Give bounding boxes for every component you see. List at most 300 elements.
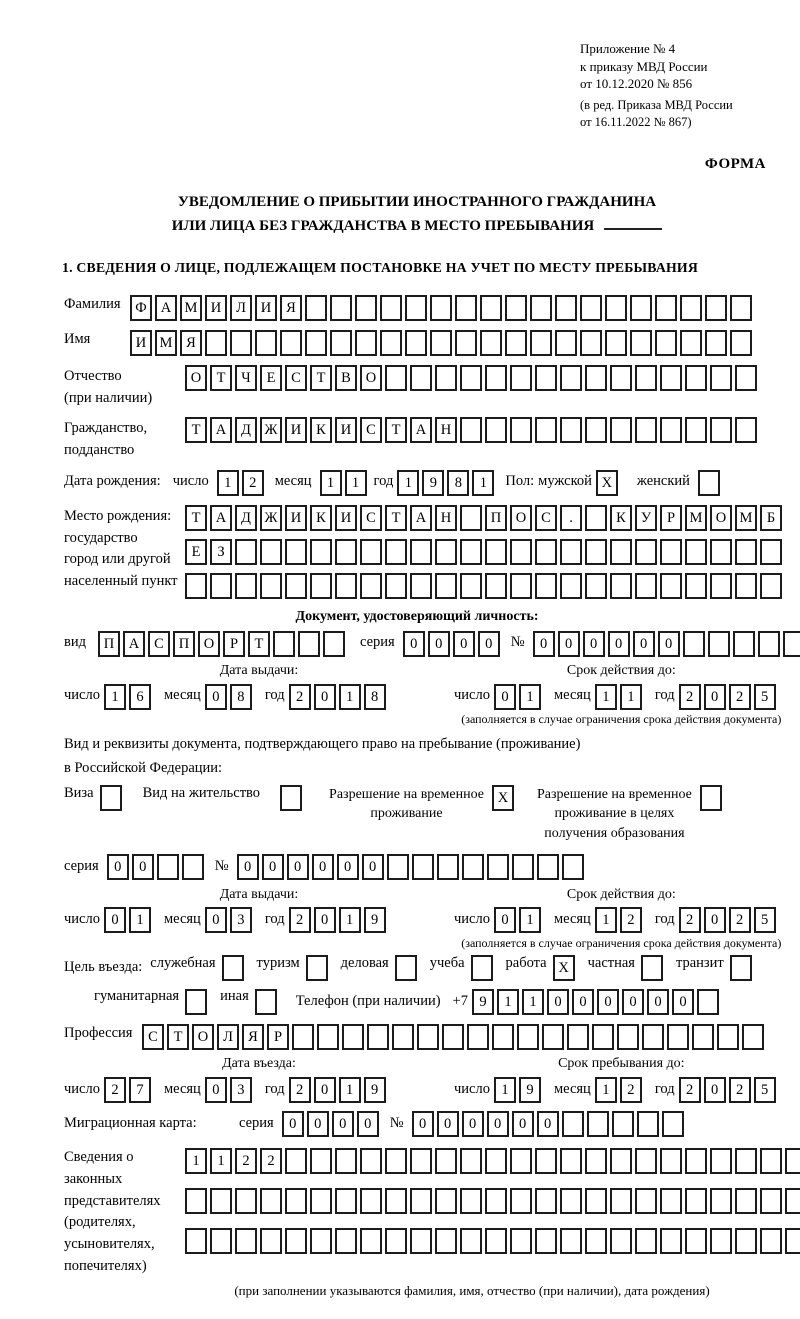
- char-cell[interactable]: [335, 1188, 357, 1214]
- char-cell[interactable]: [437, 854, 459, 880]
- char-cell[interactable]: 3: [230, 907, 252, 933]
- char-cell[interactable]: 2: [620, 907, 642, 933]
- char-cell[interactable]: Т: [248, 631, 270, 657]
- char-cell[interactable]: 8: [230, 684, 252, 710]
- char-cell[interactable]: [255, 989, 277, 1015]
- char-cell[interactable]: [660, 417, 682, 443]
- char-cell[interactable]: Т: [210, 365, 232, 391]
- char-cell[interactable]: [485, 1148, 507, 1174]
- char-cell[interactable]: 2: [289, 684, 311, 710]
- char-cell[interactable]: [535, 539, 557, 565]
- char-cell[interactable]: [610, 573, 632, 599]
- char-cell[interactable]: [535, 1188, 557, 1214]
- char-cell[interactable]: О: [192, 1024, 214, 1050]
- char-cell[interactable]: 2: [260, 1148, 282, 1174]
- char-cell[interactable]: [610, 1228, 632, 1254]
- char-cell[interactable]: 0: [487, 1111, 509, 1137]
- char-cell[interactable]: К: [610, 505, 632, 531]
- char-cell[interactable]: [485, 417, 507, 443]
- char-cell[interactable]: 2: [729, 1077, 751, 1103]
- char-cell[interactable]: [395, 955, 417, 981]
- char-cell[interactable]: 2: [729, 684, 751, 710]
- char-cell[interactable]: [492, 1024, 514, 1050]
- char-cell[interactable]: 1: [185, 1148, 207, 1174]
- char-cell[interactable]: [471, 955, 493, 981]
- char-cell[interactable]: В: [335, 365, 357, 391]
- char-cell[interactable]: [306, 955, 328, 981]
- char-cell[interactable]: 1: [519, 907, 541, 933]
- char-cell[interactable]: 0: [558, 631, 580, 657]
- char-cell[interactable]: У: [635, 505, 657, 531]
- char-cell[interactable]: [405, 330, 427, 356]
- char-cell[interactable]: [260, 1228, 282, 1254]
- char-cell[interactable]: А: [123, 631, 145, 657]
- char-cell[interactable]: [455, 295, 477, 321]
- char-cell[interactable]: 2: [289, 1077, 311, 1103]
- char-cell[interactable]: И: [335, 417, 357, 443]
- char-cell[interactable]: [705, 295, 727, 321]
- char-cell[interactable]: [680, 330, 702, 356]
- char-cell[interactable]: [460, 417, 482, 443]
- char-cell[interactable]: К: [310, 417, 332, 443]
- char-cell[interactable]: [182, 854, 204, 880]
- char-cell[interactable]: [660, 365, 682, 391]
- char-cell[interactable]: [760, 1228, 782, 1254]
- char-cell[interactable]: [292, 1024, 314, 1050]
- char-cell[interactable]: 1: [339, 907, 361, 933]
- char-cell[interactable]: [385, 365, 407, 391]
- char-cell[interactable]: [310, 1148, 332, 1174]
- char-cell[interactable]: 0: [478, 631, 500, 657]
- char-cell[interactable]: [735, 539, 757, 565]
- char-cell[interactable]: [285, 1148, 307, 1174]
- char-cell[interactable]: [480, 330, 502, 356]
- char-cell[interactable]: О: [710, 505, 732, 531]
- char-cell[interactable]: [230, 330, 252, 356]
- char-cell[interactable]: [685, 1188, 707, 1214]
- char-cell[interactable]: [355, 330, 377, 356]
- char-cell[interactable]: [685, 1148, 707, 1174]
- char-cell[interactable]: [410, 1148, 432, 1174]
- char-cell[interactable]: [742, 1024, 764, 1050]
- char-cell[interactable]: [635, 1188, 657, 1214]
- char-cell[interactable]: [585, 365, 607, 391]
- char-cell[interactable]: 0: [357, 1111, 379, 1137]
- char-cell[interactable]: [585, 1148, 607, 1174]
- char-cell[interactable]: И: [255, 295, 277, 321]
- char-cell[interactable]: [535, 365, 557, 391]
- char-cell[interactable]: [255, 330, 277, 356]
- char-cell[interactable]: 0: [622, 989, 644, 1015]
- char-cell[interactable]: [410, 573, 432, 599]
- char-cell[interactable]: [667, 1024, 689, 1050]
- char-cell[interactable]: [585, 573, 607, 599]
- char-cell[interactable]: 0: [437, 1111, 459, 1137]
- char-cell[interactable]: [617, 1024, 639, 1050]
- char-cell[interactable]: [585, 505, 607, 531]
- char-cell[interactable]: [405, 295, 427, 321]
- char-cell[interactable]: [710, 1228, 732, 1254]
- char-cell[interactable]: 1: [104, 684, 126, 710]
- char-cell[interactable]: И: [285, 505, 307, 531]
- char-cell[interactable]: [512, 854, 534, 880]
- char-cell[interactable]: [410, 1188, 432, 1214]
- char-cell[interactable]: 0: [512, 1111, 534, 1137]
- char-cell[interactable]: О: [360, 365, 382, 391]
- char-cell[interactable]: [785, 1188, 800, 1214]
- char-cell[interactable]: [460, 1188, 482, 1214]
- char-cell[interactable]: 3: [230, 1077, 252, 1103]
- char-cell[interactable]: 0: [314, 1077, 336, 1103]
- char-cell[interactable]: [435, 1228, 457, 1254]
- char-cell[interactable]: [660, 539, 682, 565]
- char-cell[interactable]: 2: [729, 907, 751, 933]
- char-cell[interactable]: 0: [282, 1111, 304, 1137]
- char-cell[interactable]: [510, 417, 532, 443]
- char-cell[interactable]: [560, 539, 582, 565]
- char-cell[interactable]: 0: [583, 631, 605, 657]
- char-cell[interactable]: [335, 573, 357, 599]
- char-cell[interactable]: [435, 365, 457, 391]
- char-cell[interactable]: [535, 1228, 557, 1254]
- char-cell[interactable]: [460, 539, 482, 565]
- char-cell[interactable]: И: [205, 295, 227, 321]
- char-cell[interactable]: [585, 539, 607, 565]
- char-cell[interactable]: 1: [620, 684, 642, 710]
- char-cell[interactable]: 9: [422, 470, 444, 496]
- char-cell[interactable]: [210, 573, 232, 599]
- char-cell[interactable]: [510, 1228, 532, 1254]
- char-cell[interactable]: [710, 365, 732, 391]
- char-cell[interactable]: [555, 330, 577, 356]
- char-cell[interactable]: [560, 365, 582, 391]
- char-cell[interactable]: Б: [760, 505, 782, 531]
- char-cell[interactable]: 2: [679, 907, 701, 933]
- char-cell[interactable]: [783, 631, 800, 657]
- char-cell[interactable]: [285, 1228, 307, 1254]
- char-cell[interactable]: [758, 631, 780, 657]
- char-cell[interactable]: [710, 1148, 732, 1174]
- char-cell[interactable]: [360, 539, 382, 565]
- char-cell[interactable]: [560, 1148, 582, 1174]
- char-cell[interactable]: Р: [267, 1024, 289, 1050]
- char-cell[interactable]: 0: [314, 684, 336, 710]
- char-cell[interactable]: [697, 989, 719, 1015]
- char-cell[interactable]: [305, 330, 327, 356]
- char-cell[interactable]: М: [155, 330, 177, 356]
- char-cell[interactable]: 2: [289, 907, 311, 933]
- char-cell[interactable]: [517, 1024, 539, 1050]
- char-cell[interactable]: [760, 1148, 782, 1174]
- char-cell[interactable]: [760, 1188, 782, 1214]
- char-cell[interactable]: 0: [494, 907, 516, 933]
- char-cell[interactable]: [610, 539, 632, 565]
- char-cell[interactable]: [610, 365, 632, 391]
- char-cell[interactable]: [485, 365, 507, 391]
- char-cell[interactable]: [185, 1188, 207, 1214]
- char-cell[interactable]: [505, 295, 527, 321]
- char-cell[interactable]: Д: [235, 417, 257, 443]
- char-cell[interactable]: [298, 631, 320, 657]
- char-cell[interactable]: [460, 1148, 482, 1174]
- char-cell[interactable]: X: [596, 470, 618, 496]
- char-cell[interactable]: [430, 330, 452, 356]
- char-cell[interactable]: [560, 573, 582, 599]
- char-cell[interactable]: Т: [185, 505, 207, 531]
- char-cell[interactable]: 1: [595, 684, 617, 710]
- char-cell[interactable]: [605, 295, 627, 321]
- char-cell[interactable]: [335, 539, 357, 565]
- char-cell[interactable]: [435, 539, 457, 565]
- char-cell[interactable]: [730, 955, 752, 981]
- char-cell[interactable]: [360, 1228, 382, 1254]
- char-cell[interactable]: [662, 1111, 684, 1137]
- char-cell[interactable]: С: [360, 505, 382, 531]
- char-cell[interactable]: Н: [435, 417, 457, 443]
- char-cell[interactable]: 1: [519, 684, 541, 710]
- char-cell[interactable]: К: [310, 505, 332, 531]
- char-cell[interactable]: [785, 1148, 800, 1174]
- char-cell[interactable]: [310, 1188, 332, 1214]
- char-cell[interactable]: [467, 1024, 489, 1050]
- char-cell[interactable]: [560, 1188, 582, 1214]
- char-cell[interactable]: 1: [339, 1077, 361, 1103]
- char-cell[interactable]: [535, 573, 557, 599]
- char-cell[interactable]: 0: [312, 854, 334, 880]
- char-cell[interactable]: [210, 1188, 232, 1214]
- char-cell[interactable]: 0: [704, 907, 726, 933]
- char-cell[interactable]: [683, 631, 705, 657]
- char-cell[interactable]: [717, 1024, 739, 1050]
- char-cell[interactable]: [310, 573, 332, 599]
- char-cell[interactable]: Л: [217, 1024, 239, 1050]
- char-cell[interactable]: [480, 295, 502, 321]
- char-cell[interactable]: [660, 1188, 682, 1214]
- char-cell[interactable]: [285, 573, 307, 599]
- char-cell[interactable]: Е: [185, 539, 207, 565]
- char-cell[interactable]: 0: [494, 684, 516, 710]
- char-cell[interactable]: [310, 1228, 332, 1254]
- char-cell[interactable]: [330, 295, 352, 321]
- char-cell[interactable]: [280, 785, 302, 811]
- char-cell[interactable]: 1: [217, 470, 239, 496]
- char-cell[interactable]: [685, 365, 707, 391]
- char-cell[interactable]: [157, 854, 179, 880]
- char-cell[interactable]: [562, 1111, 584, 1137]
- char-cell[interactable]: 6: [129, 684, 151, 710]
- char-cell[interactable]: 2: [104, 1077, 126, 1103]
- char-cell[interactable]: 0: [132, 854, 154, 880]
- char-cell[interactable]: [730, 330, 752, 356]
- char-cell[interactable]: [285, 1188, 307, 1214]
- char-cell[interactable]: [460, 365, 482, 391]
- char-cell[interactable]: [641, 955, 663, 981]
- char-cell[interactable]: А: [410, 417, 432, 443]
- char-cell[interactable]: 0: [337, 854, 359, 880]
- char-cell[interactable]: [435, 1188, 457, 1214]
- char-cell[interactable]: [560, 417, 582, 443]
- char-cell[interactable]: [630, 330, 652, 356]
- char-cell[interactable]: [235, 1228, 257, 1254]
- char-cell[interactable]: 8: [447, 470, 469, 496]
- char-cell[interactable]: [760, 573, 782, 599]
- char-cell[interactable]: [692, 1024, 714, 1050]
- char-cell[interactable]: [235, 539, 257, 565]
- char-cell[interactable]: 5: [754, 684, 776, 710]
- char-cell[interactable]: 1: [345, 470, 367, 496]
- char-cell[interactable]: [387, 854, 409, 880]
- char-cell[interactable]: 1: [472, 470, 494, 496]
- char-cell[interactable]: 5: [754, 1077, 776, 1103]
- char-cell[interactable]: [605, 330, 627, 356]
- char-cell[interactable]: Т: [385, 505, 407, 531]
- char-cell[interactable]: [710, 539, 732, 565]
- char-cell[interactable]: [510, 1148, 532, 1174]
- char-cell[interactable]: [710, 417, 732, 443]
- char-cell[interactable]: [635, 573, 657, 599]
- char-cell[interactable]: [210, 1228, 232, 1254]
- char-cell[interactable]: X: [492, 785, 514, 811]
- char-cell[interactable]: [100, 785, 122, 811]
- char-cell[interactable]: [360, 573, 382, 599]
- char-cell[interactable]: [760, 539, 782, 565]
- char-cell[interactable]: [485, 1188, 507, 1214]
- char-cell[interactable]: П: [173, 631, 195, 657]
- char-cell[interactable]: 5: [754, 907, 776, 933]
- char-cell[interactable]: Д: [235, 505, 257, 531]
- char-cell[interactable]: [323, 631, 345, 657]
- char-cell[interactable]: [610, 417, 632, 443]
- char-cell[interactable]: [585, 417, 607, 443]
- char-cell[interactable]: С: [360, 417, 382, 443]
- char-cell[interactable]: Ф: [130, 295, 152, 321]
- char-cell[interactable]: [708, 631, 730, 657]
- char-cell[interactable]: [630, 295, 652, 321]
- char-cell[interactable]: [235, 573, 257, 599]
- char-cell[interactable]: [685, 539, 707, 565]
- char-cell[interactable]: А: [210, 417, 232, 443]
- char-cell[interactable]: О: [510, 505, 532, 531]
- char-cell[interactable]: 0: [672, 989, 694, 1015]
- char-cell[interactable]: [733, 631, 755, 657]
- char-cell[interactable]: 0: [633, 631, 655, 657]
- char-cell[interactable]: О: [198, 631, 220, 657]
- char-cell[interactable]: 9: [472, 989, 494, 1015]
- char-cell[interactable]: 1: [522, 989, 544, 1015]
- char-cell[interactable]: [592, 1024, 614, 1050]
- char-cell[interactable]: Я: [180, 330, 202, 356]
- char-cell[interactable]: 8: [364, 684, 386, 710]
- char-cell[interactable]: [435, 1148, 457, 1174]
- char-cell[interactable]: 1: [320, 470, 342, 496]
- char-cell[interactable]: [335, 1148, 357, 1174]
- char-cell[interactable]: .: [560, 505, 582, 531]
- char-cell[interactable]: 0: [107, 854, 129, 880]
- char-cell[interactable]: 0: [608, 631, 630, 657]
- char-cell[interactable]: 0: [412, 1111, 434, 1137]
- char-cell[interactable]: Л: [230, 295, 252, 321]
- char-cell[interactable]: 1: [397, 470, 419, 496]
- char-cell[interactable]: [385, 1148, 407, 1174]
- char-cell[interactable]: 2: [679, 1077, 701, 1103]
- char-cell[interactable]: 9: [519, 1077, 541, 1103]
- char-cell[interactable]: [185, 573, 207, 599]
- char-cell[interactable]: [730, 295, 752, 321]
- char-cell[interactable]: X: [553, 955, 575, 981]
- char-cell[interactable]: Н: [435, 505, 457, 531]
- char-cell[interactable]: [610, 1148, 632, 1174]
- char-cell[interactable]: [680, 295, 702, 321]
- char-cell[interactable]: [685, 1228, 707, 1254]
- char-cell[interactable]: 0: [307, 1111, 329, 1137]
- char-cell[interactable]: Т: [185, 417, 207, 443]
- char-cell[interactable]: [535, 1148, 557, 1174]
- char-cell[interactable]: [637, 1111, 659, 1137]
- char-cell[interactable]: Т: [167, 1024, 189, 1050]
- char-cell[interactable]: [685, 417, 707, 443]
- char-cell[interactable]: [698, 470, 720, 496]
- char-cell[interactable]: [710, 573, 732, 599]
- char-cell[interactable]: [660, 1148, 682, 1174]
- char-cell[interactable]: 0: [647, 989, 669, 1015]
- char-cell[interactable]: 2: [235, 1148, 257, 1174]
- char-cell[interactable]: 1: [494, 1077, 516, 1103]
- char-cell[interactable]: [485, 1228, 507, 1254]
- char-cell[interactable]: [635, 417, 657, 443]
- char-cell[interactable]: 0: [453, 631, 475, 657]
- char-cell[interactable]: 0: [205, 684, 227, 710]
- char-cell[interactable]: [510, 365, 532, 391]
- char-cell[interactable]: [360, 1148, 382, 1174]
- char-cell[interactable]: [360, 1188, 382, 1214]
- char-cell[interactable]: [710, 1188, 732, 1214]
- char-cell[interactable]: Т: [385, 417, 407, 443]
- char-cell[interactable]: [510, 539, 532, 565]
- char-cell[interactable]: 0: [362, 854, 384, 880]
- char-cell[interactable]: [555, 295, 577, 321]
- char-cell[interactable]: 1: [497, 989, 519, 1015]
- char-cell[interactable]: 2: [242, 470, 264, 496]
- char-cell[interactable]: И: [335, 505, 357, 531]
- char-cell[interactable]: [635, 365, 657, 391]
- char-cell[interactable]: [562, 854, 584, 880]
- char-cell[interactable]: И: [130, 330, 152, 356]
- char-cell[interactable]: С: [285, 365, 307, 391]
- char-cell[interactable]: [260, 539, 282, 565]
- char-cell[interactable]: [735, 1228, 757, 1254]
- char-cell[interactable]: [442, 1024, 464, 1050]
- char-cell[interactable]: [612, 1111, 634, 1137]
- char-cell[interactable]: 0: [537, 1111, 559, 1137]
- char-cell[interactable]: [460, 573, 482, 599]
- char-cell[interactable]: [537, 854, 559, 880]
- char-cell[interactable]: [735, 417, 757, 443]
- char-cell[interactable]: [505, 330, 527, 356]
- char-cell[interactable]: [260, 573, 282, 599]
- char-cell[interactable]: [560, 1228, 582, 1254]
- char-cell[interactable]: 1: [595, 907, 617, 933]
- char-cell[interactable]: 1: [210, 1148, 232, 1174]
- char-cell[interactable]: 1: [129, 907, 151, 933]
- char-cell[interactable]: [205, 330, 227, 356]
- char-cell[interactable]: О: [185, 365, 207, 391]
- char-cell[interactable]: 0: [403, 631, 425, 657]
- char-cell[interactable]: З: [210, 539, 232, 565]
- char-cell[interactable]: [260, 1188, 282, 1214]
- char-cell[interactable]: М: [735, 505, 757, 531]
- char-cell[interactable]: А: [155, 295, 177, 321]
- char-cell[interactable]: 1: [339, 684, 361, 710]
